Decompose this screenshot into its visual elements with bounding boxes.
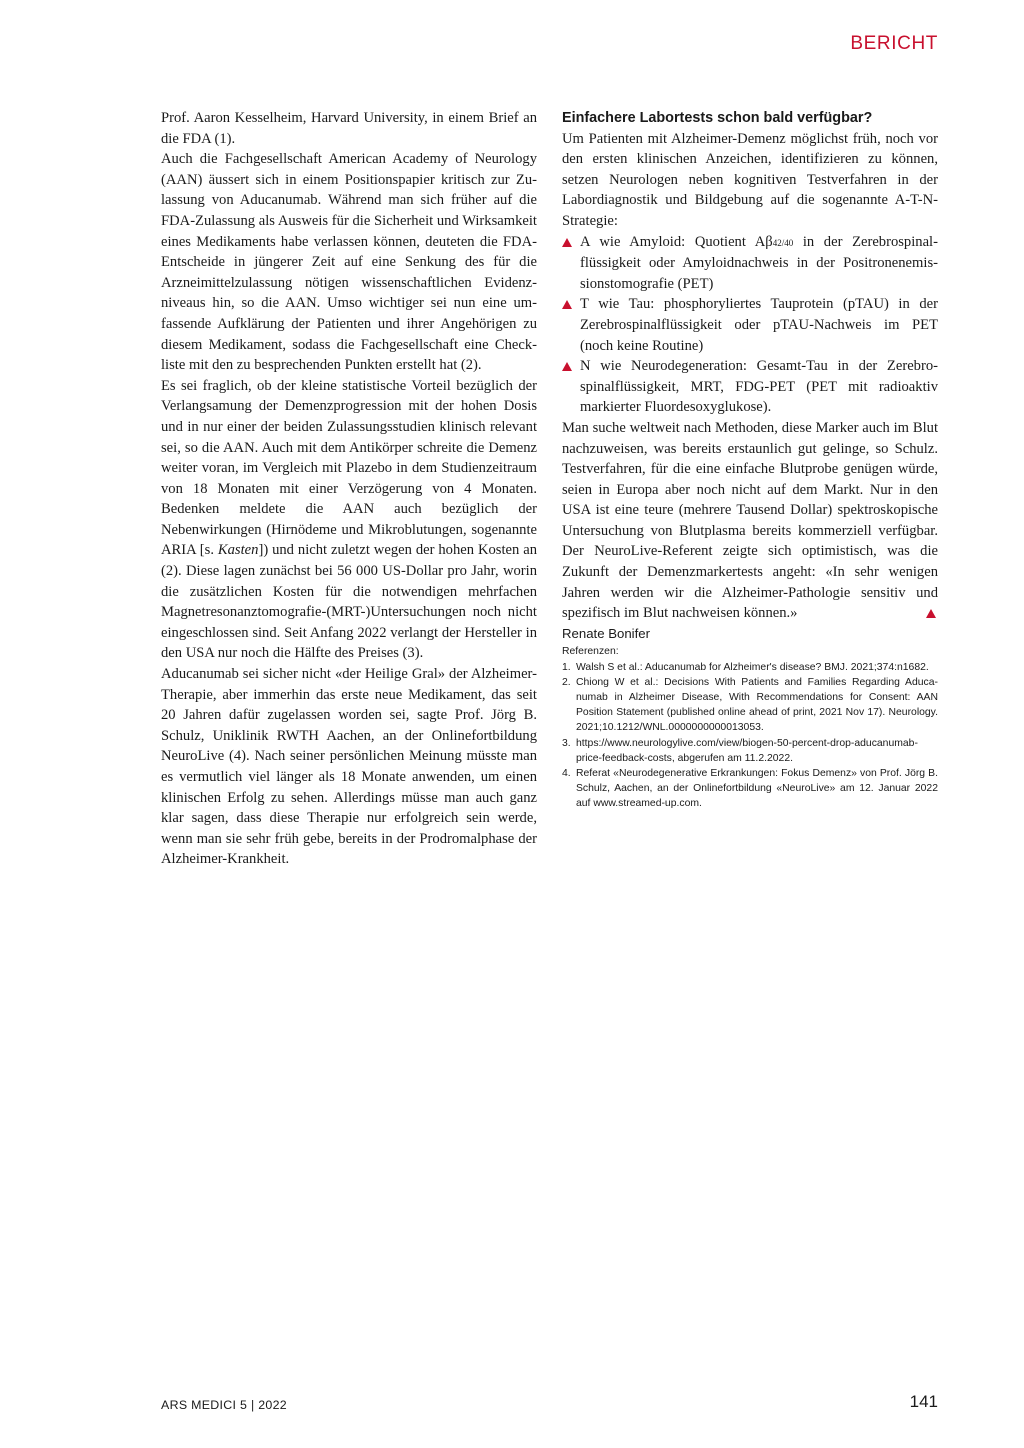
right-column — [562, 108, 938, 812]
paragraph: Um Patienten mit Alzheimer-Demenz möglichst früh, noch vor den ersten klinischen Anzeichen, identifizieren zu können, setzen Neurologen neben kognitiven Testverfahren in der Labordiagnostik und Bildgebung auf die sogenannte A-T-N-Strategie: — [562, 130, 938, 229]
references — [562, 644, 938, 811]
reference-text: Referat «Neurodegenerative Erkrankungen: Fokus Demenz» von Prof. Jörg B. Schulz, Aachen, an der Onlinefortbildung «NeuroLive» am 12. Januar 2022 auf www.streamed-up.com. — [576, 768, 938, 810]
box-reference: Kasten — [217, 542, 259, 559]
reference-number: 3. — [562, 737, 571, 749]
list-item — [562, 232, 938, 295]
list-item — [562, 356, 938, 418]
paragraph: Auch die Fachgesellschaft American Academy of Neurology (AAN) äussert sich in einem Positionspapier kritisch zur Zulassung von Aducanumab. Während man sich früher auf die FDA-Zulassung als Ausweis für die Sicherheit und Wirksamkeit eines Medikaments habe verlassen können, deuteten die FDA-Entscheide in jüngerer Zeit auf eine Senkung des für die Arzneimittelzulassung nötigen wissenschaftlichen Evidenzniveaus hin, so die AAN. Umso wichtiger sei nun eine umfassende Aufklärung der Patienten und ihrer Angehörigen zu diesem Medikament, sodass die Fachgesellschaft eine Checkliste mit den zu besprechenden Punkten erstellt hat (2). — [161, 151, 537, 374]
text-run: T wie Tau: phosphoryliertes Tauprotein (pTAU) in der Zerebrospinalflüssigkeit oder pTAU-Nachweis im PET (noch keine Routine) — [580, 296, 938, 354]
reference-item — [562, 660, 938, 675]
text-run: Man suche weltweit nach Methoden, diese Marker auch im Blut nachzuweisen, was bereits erstaunlich gut gelinge, so Schulz. Testverfahren, für die eine einfache Blutprobe genügen würde, seien in Europa aber noch nicht auf dem Markt. Nur in den USA ist eine teure (mehrere Tausend Dollar) spektroskopische Untersuchung von Blutplasma bereits kommerziell verfügbar. Der NeuroLive-Referent zeigte sich optimistisch, was die Zukunft der Demenzmarkertests angeht: «In sehr wenigen Jahren werden wir die Alzheimer-Pathologie sensitiv und spezifisch im Blut nachweisen können.» — [562, 419, 938, 622]
list-item — [562, 294, 938, 356]
section-label: BERICHT — [850, 33, 938, 54]
triangle-bullet-icon — [562, 238, 572, 247]
paragraph: Prof. Aaron Kesselheim, Harvard University, in einem Brief an die FDA (1). — [161, 110, 537, 147]
left-column — [161, 108, 537, 870]
reference-item — [562, 766, 938, 812]
reference-text: Walsh S et al.: Aducanumab for Alzheimer's disease? BMJ. 2021;374:n1682. — [576, 661, 929, 673]
author-name: Renate Bonifer — [562, 625, 650, 641]
reference-number: 2. — [562, 676, 571, 688]
journal-issue: ARS MEDICI 5 | 2022 — [161, 1398, 287, 1412]
end-mark-icon — [926, 609, 936, 618]
paragraph — [562, 418, 938, 624]
paragraph — [161, 376, 537, 664]
text-run: N wie Neurodegeneration: Gesamt-Tau in der Zerebrospinalflüssigkeit, MRT, FDG-PET (PET mit radioaktiv markierter Fluordesoxyglukose). — [580, 358, 938, 416]
reference-item — [562, 675, 938, 736]
references-list — [562, 660, 938, 812]
references-title: Referenzen: — [562, 646, 619, 658]
text-run: Es sei fraglich, ob der kleine statistische Vorteil bezüglich der Verlangsamung der Demenzprogression mit der hohen Dosis und in nur einer der beiden Zulassungsstudien klinisch relevant sei, so die AAN. Auch mit dem Antikörper schreite die Demenz weiter voran, im Vergleich mit Plazebo in dem Studienzeitraum von 18 Monaten mit einer Verzögerung von 4 Monaten. Bedenken meldete die AAN auch bezüglich der Nebenwirkungen (Hirnödeme und Mikroblutungen, sogenannte ARIA [s. — [161, 377, 537, 559]
reference-text: https://www.neurologylive.com/view/biogen-50-percent-drop-aducanumab-price-feedback-costs, abgerufen am 11.2.2022. — [576, 737, 918, 764]
page-number: 141 — [909, 1392, 938, 1411]
reference-text: Chiong W et al.: Decisions With Patients and Families Regarding Aducanumab in Alzheimer Disease, With Recommendations for Consent: AAN Position Statement (published online ahead of print, 2021 Nov 17). Neurology. 2021;10.1212/WNL.0000000000013053. — [576, 676, 938, 734]
text-run: ]) und nicht zuletzt wegen der hohen Kosten an (2). Diese lagen zunächst bei 56 000 US-Dollar pro Jahr, worin die zusätzlichen Kosten für die notwendigen mehrfachen Magnetresonanztomografie-(MRT-)Untersuchungen noch nicht eingeschlossen sind. Seit Anfang 2022 verlangt der Hersteller in den USA nur noch die Hälfte des Preises (3). — [161, 542, 537, 662]
subscript: 42/40 — [772, 237, 794, 248]
paragraph: Aducanumab sei sicher nicht «der Heilige Gral» der Alzheimer-Therapie, aber immerhin das erste neue Medikament, das seit 20 Jahren dafür zugelassen worden sei, sagte Prof. Jörg B. Schulz, Uniklinik RWTH Aachen, an der Onlinefortbildung NeuroLive (4). Nach seiner persönlichen Meinung müsste man es vermutlich viel länger als 18 Monate anwenden, um einen klinischen Erfolg zu sehen. Allerdings müsse man auch ganz klar sagen, dass diese Therapie nur erfolgreich sein werde, wenn man sie sehr früh gebe, bereits in der Prodromalphase der Alzheimer-Krankheit. — [161, 666, 537, 868]
triangle-bullet-icon — [562, 362, 572, 371]
reference-item — [562, 736, 938, 766]
subheading: Einfachere Labortests schon bald verfügbar? — [562, 110, 873, 126]
reference-number: 4. — [562, 768, 571, 780]
reference-number: 1. — [562, 661, 571, 673]
text-run: in der Zerebrospinalflüssigkeit oder Amyloidnachweis in der Positronenemissionstomografie (PET) — [580, 233, 938, 292]
text-run: A wie Amyloid: Quotient Aβ — [580, 233, 773, 250]
triangle-bullet-icon — [562, 300, 572, 309]
